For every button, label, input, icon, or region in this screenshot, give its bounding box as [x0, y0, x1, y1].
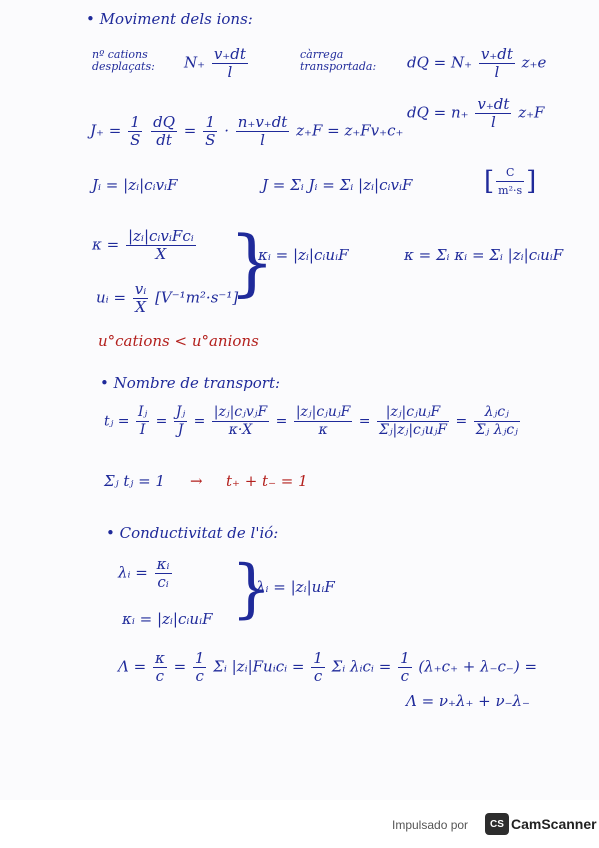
current-density-units: [ $\frac{C}{\text{m²·s}}$ ] — [484, 166, 537, 197]
molar-conductivity-chain: Λ = $\frac{\kappa}{c}$ = $\frac{1}{c}$ Σᵢ |zᵢ|Fuᵢcᵢ = $\frac{1}{c}$ Σᵢ λᵢcᵢ = $\frac{1}{c}$ (λ₊c₊ + λ₋c₋) = — [118, 649, 538, 685]
camscanner-brand: CamScanner — [511, 816, 597, 832]
kappa-formula: κ = $\frac{\text{|zᵢ|cᵢvᵢFcᵢ}}{X}$ — [92, 227, 194, 263]
transport-arrow: → — [190, 472, 203, 490]
cations-formula: N₊ $\frac{v_+dt}{l}$ — [184, 45, 246, 81]
powered-by-text: Impulsado por — [392, 818, 469, 832]
current-density-plus: J₊ = $\frac{1}{S}$ $\frac{dQ}{dt}$ = $\frac{1}{S}$ · $\frac{n_+v_+dt}{l}$ z₊F = z₊Fv₊c₊ — [90, 113, 404, 149]
section-heading-conductivitat: • Conductivitat de l'ió: — [106, 524, 279, 542]
section-heading-moviment: • Moviment dels ions: — [86, 10, 253, 28]
current-density-i: Jᵢ = |zᵢ|cᵢvᵢF — [92, 176, 178, 194]
brace-conductance: } — [229, 220, 275, 304]
mobility-comparison-note: u°cations < u°anions — [98, 332, 259, 350]
kappa-sum-formula: κ = Σᵢ κᵢ = Σᵢ |zᵢ|cᵢuᵢF — [404, 246, 564, 264]
mobility-formula: uᵢ = $\frac{\text{vᵢ}}{X}$ [V⁻¹m²·s⁻¹] — [96, 280, 239, 316]
section-heading-transport: • Nombre de transport: — [100, 374, 281, 392]
brace-conductivity: } — [231, 552, 272, 626]
ionic-conductivity-def: λᵢ = $\frac{\text{κᵢ}}{\text{cᵢ}}$ — [118, 555, 170, 591]
dq-formula-moles: dQ = n₊ $\frac{v_+dt}{l}$ z₊F — [407, 95, 545, 131]
transport-sum: Σⱼ tⱼ = 1 — [104, 472, 165, 490]
kappa-i-formula: κᵢ = |zᵢ|cᵢuᵢF — [258, 246, 349, 264]
cations-label: nº cations desplaçats: — [92, 48, 155, 73]
molar-conductivity-final: Λ = ν₊λ₊ + ν₋λ₋ — [406, 692, 530, 710]
dq-formula-electrons: dQ = N₊ $\frac{v_+dt}{l}$ z₊e — [407, 45, 547, 81]
ionic-conductivity-result: λᵢ = |zᵢ|uᵢF — [256, 578, 335, 596]
transport-sum-ions: t₊ + t₋ = 1 — [226, 472, 308, 490]
transport-number-chain: tⱼ = $\frac{\text{Iⱼ}}{I}$ = $\frac{\text{Jⱼ}}{J}$ = $\frac{\text{|zⱼ|cⱼvⱼF}}{\kappa\cdot X}$ = $\frac{\text{|zⱼ|cⱼuⱼF}}{\kappa}$ = $\frac{\text{|zⱼ|cⱼuⱼF}}{\text{Σⱼ|zⱼ|cⱼuⱼF}}$ = $\frac{\text{λⱼcⱼ}}{\text{Σⱼ λⱼcⱼ}}$ — [104, 404, 518, 438]
current-density-sum: J = Σᵢ Jᵢ = Σᵢ |zᵢ|cᵢvᵢF — [262, 176, 413, 194]
footer-bar — [0, 800, 599, 848]
ionic-kappa-def: κᵢ = |zᵢ|cᵢuᵢF — [122, 610, 213, 628]
camscanner-logo-icon: CS — [485, 813, 509, 835]
charge-label: càrrega transportada: — [300, 48, 377, 73]
